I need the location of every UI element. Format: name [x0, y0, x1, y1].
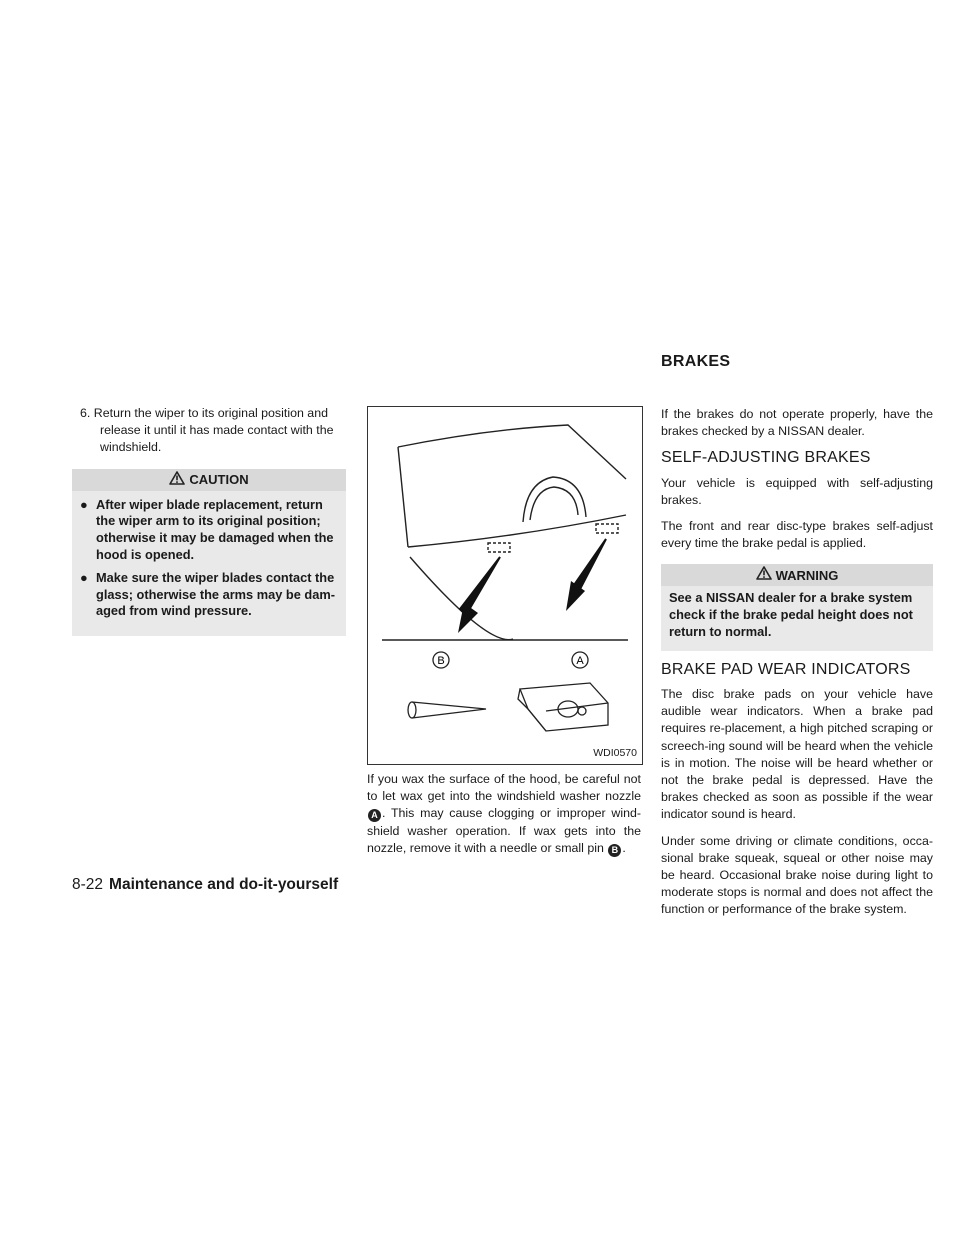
- caution-header: [72, 469, 346, 491]
- caution-title: CAUTION: [189, 472, 249, 487]
- label-a: A: [576, 655, 584, 667]
- section-title-self-adjusting: SELF-ADJUSTING BRAKES: [661, 449, 871, 467]
- marker-b-icon: B: [608, 844, 621, 857]
- caption-part-3: .: [622, 840, 626, 855]
- chapter-heading: BRAKES: [661, 353, 731, 370]
- warning-body: [661, 586, 933, 650]
- washer-nozzle-figure: [367, 406, 643, 765]
- brakes-intro: If the brakes do not operate properly, have the brakes checked by a NISSAN dealer.: [661, 407, 933, 439]
- caution-bullet: [80, 497, 338, 564]
- caution-bullet-text: Make sure the wiper blades contact the glass; otherwise the arms may be dam-aged from wind pressure.: [96, 569, 335, 619]
- caution-bullet: [80, 570, 338, 620]
- warning-text: See a NISSAN dealer for a brake system check if the brake pedal height does not return to normal.: [669, 590, 913, 640]
- self-adjusting-paragraph-2: The front and rear disc-type brakes self-adjust every time the brake pedal is applied.: [661, 519, 933, 551]
- step-number: 6.: [80, 406, 91, 420]
- page-footer: [72, 876, 338, 894]
- warning-triangle-icon: [756, 566, 772, 584]
- column-middle: [367, 406, 641, 866]
- hood-nozzle-illustration: [368, 407, 642, 764]
- warning-header: [661, 564, 933, 586]
- bullet-icon: ●: [80, 496, 88, 512]
- column-right: [661, 406, 933, 928]
- label-b: B: [437, 655, 445, 667]
- figure-caption: [367, 771, 641, 857]
- self-adjusting-paragraph-1: Your vehicle is equipped with self-adjusting brakes.: [661, 475, 933, 507]
- step-text: Return the wiper to its original position and release it until it has made contact with the windshield.: [93, 406, 334, 455]
- caption-part-1: If you wax the surface of the hood, be careful not to let wax get into the windshield washer nozzle: [367, 772, 641, 804]
- column-left: [72, 405, 346, 636]
- pad-wear-paragraph-2: Under some driving or climate conditions, occa-sional brake squeak, squeal or other noise may be heard. Occasional brake noise during light to moderate stops is normal and does not affect the function or performance of the brake system.: [661, 833, 933, 917]
- figure-code: WDI0570: [593, 746, 637, 759]
- caution-body: [72, 491, 346, 637]
- caption-part-2: . This may cause clogging or improper wind-shield washer operation. If wax gets into the nozzle, remove it with a needle or small pin: [367, 806, 641, 855]
- section-title-pad-wear: BRAKE PAD WEAR INDICATORS: [661, 660, 911, 678]
- pad-wear-paragraph-1: The disc brake pads on your vehicle have audible wear indicators. When a brake pad requires re-placement, a high pitched scraping or screech-ing sound will be heard when the vehicle is in motion. The noise will be heard whether or not the brake pedal is depressed. Have the brakes checked as soon as possible if the wear indicator sound is heard.: [661, 687, 933, 822]
- marker-a-icon: A: [368, 809, 381, 822]
- warning-title: WARNING: [775, 567, 839, 583]
- bullet-icon: ●: [80, 569, 88, 585]
- chapter-title: Maintenance and do-it-yourself: [109, 876, 339, 893]
- step-6: [72, 405, 346, 457]
- page-number: 8-22: [72, 876, 104, 893]
- caution-bullet-text: After wiper blade replacement, return the wiper arm to its original position; otherwise it may be damaged when the hood is opened.: [96, 496, 334, 562]
- warning-triangle-icon: [169, 471, 185, 489]
